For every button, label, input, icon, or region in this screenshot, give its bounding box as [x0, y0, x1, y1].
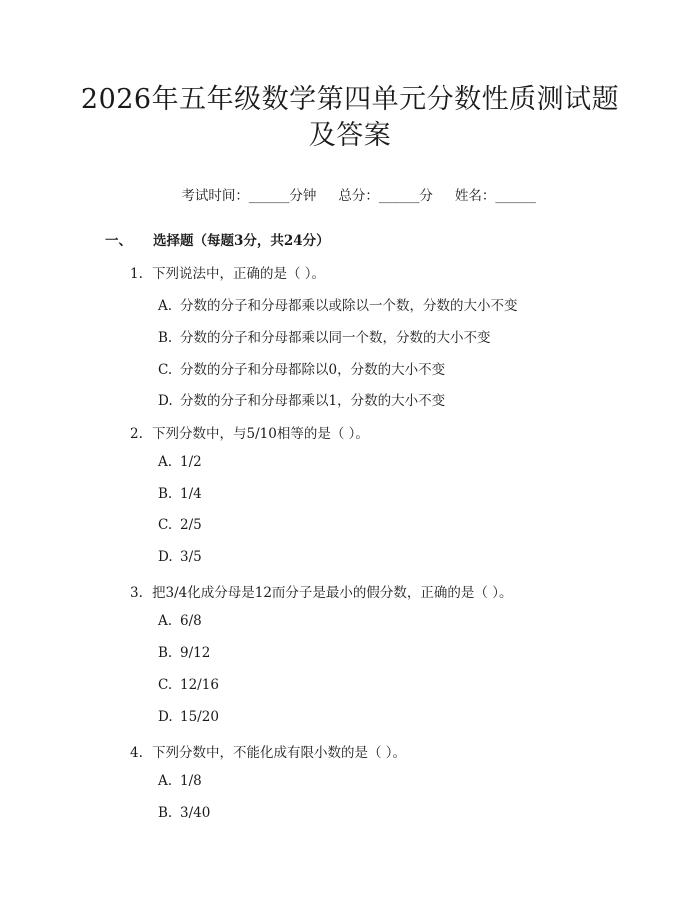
option-2c [158, 517, 202, 533]
option-3c [158, 677, 219, 693]
question-text: 下列分数中，不能化成有限小数的是（ ）。 [152, 745, 407, 761]
exam-info-row [0, 168, 700, 220]
option-text: 分数的分子和分母都乘以1，分数的大小不变 [180, 393, 446, 409]
question-text: 把3/4化成分母是12而分子是最小的假分数，正确的是（ ）。 [152, 585, 513, 601]
option-letter: B. [158, 805, 173, 821]
question-4 [130, 741, 406, 761]
option-text: 9/12 [180, 645, 211, 661]
question-number: 3. [130, 585, 143, 601]
question-2 [130, 422, 369, 442]
option-letter: D. [158, 709, 173, 725]
question-text: 下列分数中，与5/10相等的是（ ）。 [152, 426, 369, 442]
option-letter: A. [158, 454, 173, 470]
option-text: 15/20 [180, 709, 219, 725]
option-letter: B. [158, 645, 173, 661]
option-1a [158, 294, 518, 314]
option-letter: C. [158, 677, 173, 693]
option-text: 2/5 [180, 517, 202, 533]
option-letter: A. [158, 613, 173, 629]
option-3b [158, 645, 210, 661]
question-text: 下列说法中，正确的是（ ）。 [152, 266, 326, 282]
option-text: 3/40 [180, 805, 211, 821]
total-score-field: 总分：______分 [338, 188, 433, 204]
option-text: 1/8 [180, 773, 202, 789]
option-text: 1/2 [180, 454, 202, 470]
option-2a [158, 454, 202, 470]
section-title: 选择题（每题3分，共24分） [153, 233, 330, 249]
question-number: 2. [130, 426, 143, 442]
exam-time-field: 考试时间：______分钟 [181, 188, 317, 204]
option-letter: D. [158, 393, 173, 409]
option-letter: A. [158, 298, 173, 314]
option-letter: B. [158, 486, 173, 502]
option-letter: D. [158, 549, 173, 565]
question-number: 4. [130, 745, 143, 761]
section-heading [105, 229, 330, 249]
option-letter: C. [158, 517, 173, 533]
question-1 [130, 262, 325, 282]
option-text: 3/5 [180, 549, 202, 565]
option-letter: B. [158, 330, 173, 346]
option-letter: A. [158, 773, 173, 789]
option-1c [158, 358, 445, 378]
student-name-field: 姓名：______ [454, 188, 536, 204]
document-title-line1: 2026年五年级数学第四单元分数性质测试题 [80, 84, 620, 115]
option-text: 1/4 [180, 486, 202, 502]
option-4b [158, 805, 210, 821]
document-title-line2: 及答案 [308, 120, 392, 151]
option-2d [158, 549, 202, 565]
option-text: 分数的分子和分母都乘以同一个数，分数的大小不变 [180, 330, 491, 346]
section-number: 一、 [105, 233, 132, 249]
option-text: 6/8 [180, 613, 202, 629]
option-text: 12/16 [180, 677, 219, 693]
option-2b [158, 486, 202, 502]
option-3d [158, 709, 219, 725]
option-4a [158, 773, 202, 789]
option-3a [158, 613, 202, 629]
option-text: 分数的分子和分母都除以0，分数的大小不变 [180, 362, 446, 378]
option-1b [158, 326, 491, 346]
option-text: 分数的分子和分母都乘以或除以一个数，分数的大小不变 [180, 298, 518, 314]
question-3 [130, 581, 512, 601]
option-letter: C. [158, 362, 173, 378]
option-1d [158, 389, 445, 409]
question-number: 1. [130, 266, 143, 282]
